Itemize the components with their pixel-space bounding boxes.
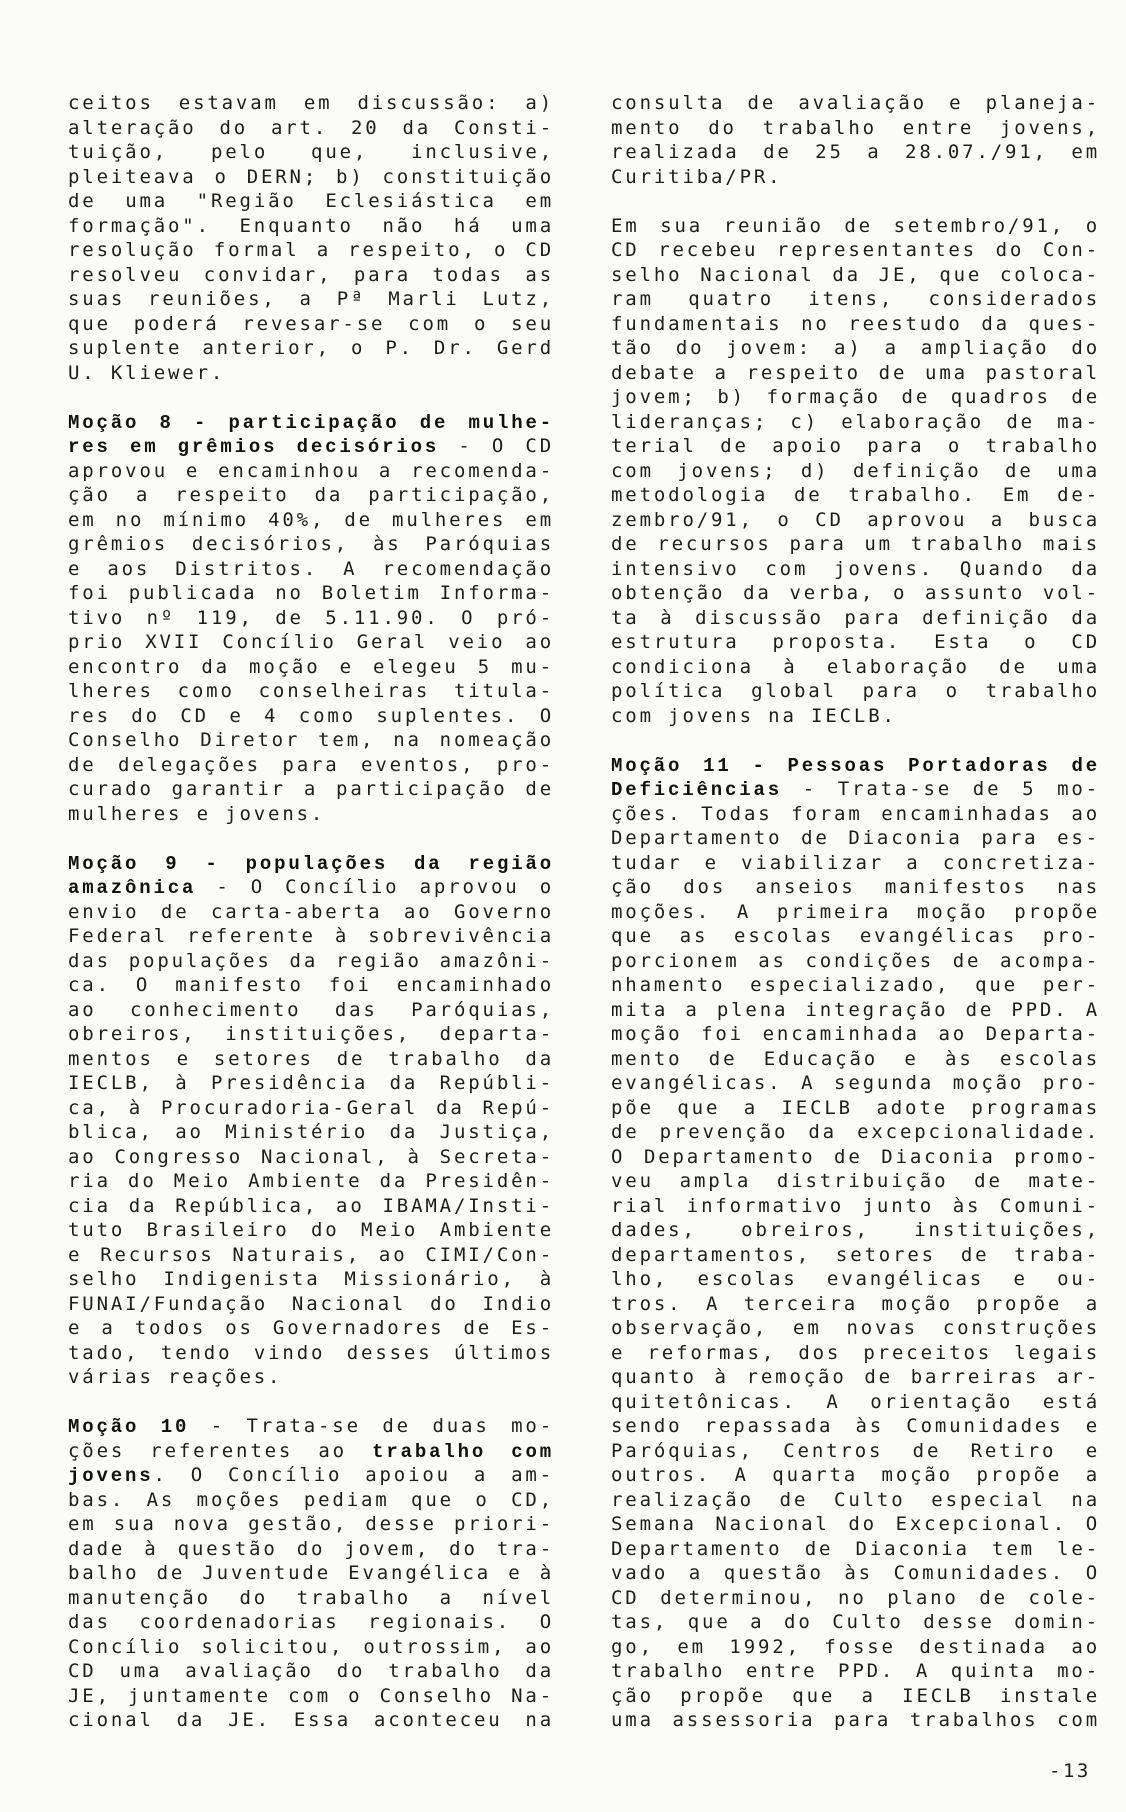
text-line: zembro/91, o CD aprovou a busca [611,508,1100,531]
text-line: Semana Nacional do Excepcional. O [611,1513,1100,1535]
text-line: res do CD e 4 como suplentes. O [68,704,554,727]
text-line: uma assessoria para trabalhos com [611,1709,1100,1731]
text-line: blica, ao Ministério da Justiça, [68,1121,554,1143]
text-line: balho de Juventude Evangélica e à [68,1562,554,1584]
text-line: realizada de 25 a 28.07./91, em [611,141,1100,163]
text-line: IECLB, à Presidência da Repúbli- [68,1072,554,1094]
paragraph [68,851,554,1390]
text-line: CD recebeu representantes do Con- [611,239,1100,261]
text-run: ções referentes ao [68,1439,373,1462]
text-line: de prevenção da excepcionalidade. [611,1121,1100,1143]
text-line: põe que a IECLB adote programas [611,1096,1100,1119]
text-line: com jovens na IECLB. [611,704,897,727]
text-line: realização de Culto especial na [611,1488,1100,1511]
text-line: de uma "Região Eclesiástica em [68,190,554,212]
bold-heading-text: Moção 10 [68,1416,190,1438]
text-line: cional da JE. Essa aconteceu na [68,1709,554,1731]
text-line: CD uma avaliação do trabalho da [68,1660,554,1682]
right-column [611,91,1100,1757]
text-line: moção foi encaminhada ao Departa- [611,1023,1100,1045]
text-line: O Departamento de Diaconia promo- [611,1145,1100,1168]
text-line: grêmios decisórios, às Paróquias [68,533,554,555]
text-line: Paróquias, Centros de Retiro e [611,1439,1100,1462]
text-line: quitetônicas. A orientação está [611,1390,1100,1413]
text-line: quanto à remoção de barreiras ar- [611,1366,1100,1388]
text-line: mento do trabalho entre jovens, [611,116,1100,139]
text-line: formação". Enquanto não há uma [68,214,554,237]
text-line: e reformas, dos preceitos legais [611,1341,1100,1364]
text-line: ao Congresso Nacional, à Secreta- [68,1145,554,1168]
paragraph [68,410,554,827]
text-line: selho Indigenista Missionário, à [68,1268,554,1290]
text-line [68,1414,554,1439]
text-line: alteração do art. 20 da Consti- [68,116,554,139]
text-line: mulheres e jovens. [68,802,326,825]
text-line [68,410,554,435]
text-line: Em sua reunião de setembro/91, o [611,214,1100,237]
text-run: . O Concílio apoiou a am- [153,1464,554,1486]
bold-heading-text: jovens [68,1465,154,1487]
text-line: terial de apoio para o trabalho [611,435,1100,457]
text-line: jovem; b) formação de quadros de [611,386,1100,408]
text-line: e Recursos Naturais, ao CIMI/Con- [68,1243,554,1266]
text-line: tas, que a do Culto desse domin- [611,1611,1100,1633]
bold-heading-text: Moção 11 - Pessoas Portadoras de [611,754,1100,777]
text-line: resolveu convidar, para todas as [68,263,554,286]
text-line: ta à discussão para definição da [611,606,1100,629]
text-line: Departamento de Diaconia tem le- [611,1537,1100,1560]
text-line: ria do Meio Ambiente da Presidên- [68,1170,554,1192]
text-line: envio de carta-aberta ao Governo [68,900,554,923]
text-line: várias reações. [68,1366,283,1388]
text-line: obreiros, instituições, departa- [68,1023,554,1045]
text-line: Conselho Diretor tem, na nomeação [68,729,554,751]
text-line: porcionem as condições de acompa- [611,949,1100,972]
text-line: moções. A primeira moção propõe [611,900,1100,923]
text-line: foi publicada no Boletim Informa- [68,582,554,604]
text-line: nhamento especializado, que per- [611,974,1100,996]
paragraph [68,91,554,385]
bold-heading-text: trabalho com [372,1440,554,1463]
text-line: ção a respeito da participação, [68,484,554,506]
text-line: de delegações para eventos, pro- [68,753,554,776]
text-line [68,851,554,876]
text-line: U. Kliewer. [68,361,226,384]
text-line: que as escolas evangélicas pro- [611,925,1100,947]
paragraph [611,753,1100,1733]
paragraph [68,1414,554,1733]
left-column [68,91,554,1757]
bold-heading-text: Moção 8 - participação de mulhe- [68,411,554,434]
text-line: ceitos estavam em discussão: a) [68,92,554,114]
text-line: rial informativo junto às Comuni- [611,1194,1100,1217]
text-line: lideranças; c) elaboração de ma- [611,410,1100,433]
text-line: veu ampla distribuição de mate- [611,1170,1100,1192]
text-line: observação, em novas construções [611,1317,1100,1339]
text-line: ca, à Procuradoria-Geral da Repú- [68,1096,554,1119]
text-line: ções. Todas foram encaminhadas ao [611,802,1100,825]
text-line: resolução formal a respeito, o CD [68,239,554,261]
text-line: ção dos anseios manifestos nas [611,876,1100,898]
paragraph [611,91,1100,189]
text-line: tivo nº 119, de 5.11.90. O pró- [68,606,554,629]
text-line: selho Nacional da JE, que coloca- [611,263,1100,286]
text-line: evangélicas. A segunda moção pro- [611,1072,1100,1094]
text-line: tado, tendo vindo desses últimos [68,1341,554,1364]
text-line: lheres como conselheiras titula- [68,680,554,702]
text-line: suplente anterior, o P. Dr. Gerd [68,337,554,359]
text-line: que poderá revesar-se com o seu [68,312,554,335]
bold-heading-text: amazônica [68,877,197,899]
text-line: dade à questão do jovem, do tra- [68,1537,554,1560]
text-line: curado garantir a participação de [68,778,554,800]
text-line: trabalho entre PPD. A quinta mo- [611,1660,1100,1682]
text-line: manutenção do trabalho a nível [68,1586,554,1609]
text-run: - Trata-se de duas mo- [189,1415,554,1437]
text-line: bas. As moções pediam que o CD, [68,1488,554,1511]
text-line: debate a respeito de uma pastoral [611,361,1100,384]
text-line: ca. O manifesto foi encaminhado [68,974,554,996]
text-line: das populações da região amazôni- [68,949,554,972]
text-run: - O Concílio aprovou o [196,876,554,898]
text-line: vado a questão às Comunidades. O [611,1562,1100,1584]
text-line: dades, obreiros, instituições, [611,1219,1100,1241]
text-line: metodologia de trabalho. Em de- [611,484,1100,506]
text-line: outros. A quarta moção propõe a [611,1464,1100,1486]
text-line: Curitiba/PR. [611,165,783,188]
text-line: mita a plena integração de PPD. A [611,998,1100,1021]
text-line: Federal referente à sobrevivência [68,925,554,947]
text-line: de recursos para um trabalho mais [611,533,1100,555]
text-line: Concílio solicitou, outrossim, ao [68,1635,554,1658]
text-line: departamentos, setores de traba- [611,1243,1100,1266]
text-line: aprovou e encaminhou a recomenda- [68,459,554,482]
text-line: prio XVII Concílio Geral veio ao [68,631,554,653]
text-line: mento de Educação e às escolas [611,1047,1100,1070]
text-run: - Trata-se de 5 mo- [782,778,1100,800]
text-line: ção propõe que a IECLB instale [611,1684,1100,1707]
text-line: consulta de avaliação e planeja- [611,92,1100,114]
bold-heading-text: res em grêmios decisórios [68,436,440,458]
bold-heading-text: Moção 9 - populações da região [68,852,554,875]
text-line: tros. A terceira moção propõe a [611,1292,1100,1315]
text-line: encontro da moção e elegeu 5 mu- [68,655,554,678]
text-line: tuto Brasileiro do Meio Ambiente [68,1219,554,1241]
text-line: tuição, pelo que, inclusive, [68,141,554,163]
text-line: mentos e setores de trabalho da [68,1047,554,1070]
text-line [68,1463,554,1488]
text-run: - O CD [439,435,554,457]
text-line: FUNAI/Fundação Nacional do Indio [68,1292,554,1315]
text-line [68,1439,554,1464]
text-line: com jovens; d) definição de uma [611,459,1100,482]
text-line: go, em 1992, fosse destinada ao [611,1635,1100,1658]
text-line [68,434,554,459]
text-line [611,753,1100,778]
text-line: ao conhecimento das Paróquias, [68,998,554,1021]
text-line: em sua nova gestão, desse priori- [68,1513,554,1535]
paragraph [611,214,1100,729]
text-line: Departamento de Diaconia para es- [611,827,1100,849]
text-line: e aos Distritos. A recomendação [68,557,554,580]
text-line: e a todos os Governadores de Es- [68,1317,554,1339]
text-line: lho, escolas evangélicas e ou- [611,1268,1100,1290]
text-line: condiciona à elaboração de uma [611,655,1100,678]
text-line: tão do jovem: a) a ampliação do [611,337,1100,359]
bold-heading-text: Deficiências [611,779,783,801]
text-line: em no mínimo 40%, de mulheres em [68,508,554,531]
text-line: sendo repassada às Comunidades e [611,1415,1100,1437]
text-line: JE, juntamente com o Conselho Na- [68,1684,554,1707]
text-line: ram quatro itens, considerados [611,288,1100,310]
text-line: estrutura proposta. Esta o CD [611,631,1100,653]
text-line: tudar e viabilizar a concretiza- [611,851,1100,874]
text-line: fundamentais no reestudo da ques- [611,312,1100,335]
text-line: cia da República, ao IBAMA/Insti- [68,1194,554,1217]
text-line: política global para o trabalho [611,680,1100,702]
text-line [68,875,554,900]
page-number: -13 [1049,1760,1091,1782]
text-line: CD determinou, no plano de cole- [611,1586,1100,1609]
text-line: obtenção da verba, o assunto vol- [611,582,1100,604]
text-line [611,777,1100,802]
text-line: intensivo com jovens. Quando da [611,557,1100,580]
text-line: pleiteava o DERN; b) constituição [68,165,554,188]
text-line: suas reuniões, a Pª Marli Lutz, [68,288,554,310]
text-line: das coordenadorias regionais. O [68,1611,554,1633]
